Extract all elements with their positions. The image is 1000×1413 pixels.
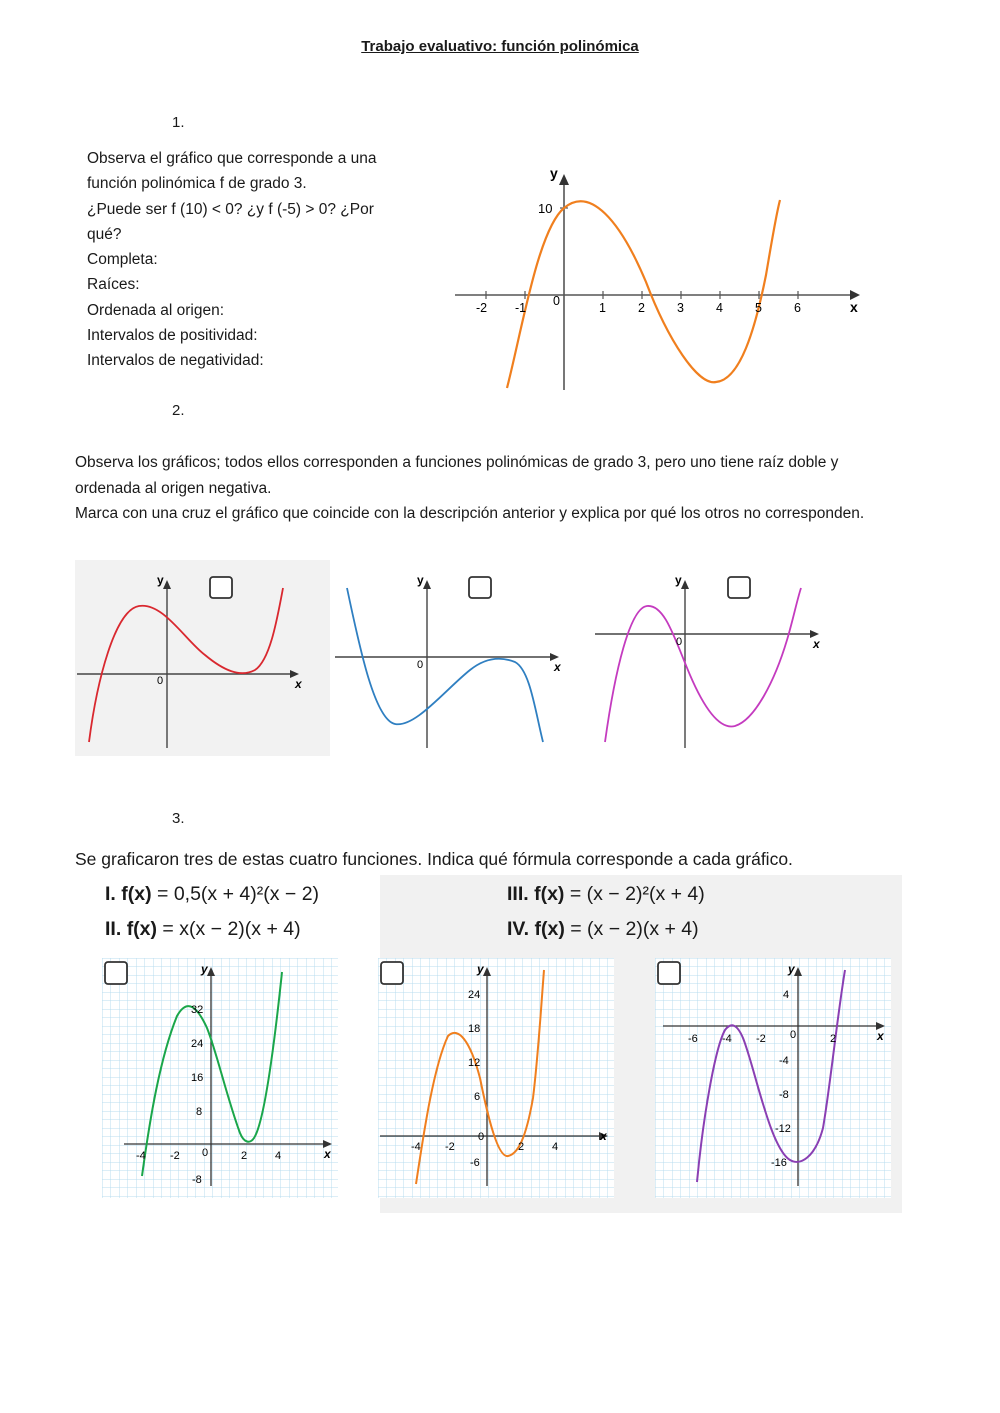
q3-c-ytick: 4 [783,989,790,1001]
formula-IV-rhs: = (x − 2)(x + 4) [564,918,699,940]
q3-b-xtick: 0 [478,1131,485,1143]
svg-text:y: y [788,962,795,976]
formula-III [507,883,705,906]
page-title: Trabajo evaluativo: función polinómica [361,38,639,55]
q2-c-origin: 0 [676,636,683,648]
q3-graph-green [102,958,338,1198]
question-3-number: 3. [172,810,185,827]
formula-II-number: II. [105,918,122,940]
q2-graphs [75,560,835,758]
formula-IV-lhs: f(x) [534,918,565,940]
q3-a-ytick: -8 [192,1174,202,1186]
q3-b-xtick: -2 [445,1141,455,1153]
q2-graph-blue [335,573,562,748]
q1-xlabel: x [850,299,858,315]
formula-II-lhs: f(x) [126,918,158,940]
q1-xtick: 4 [716,301,723,315]
svg-text:x: x [600,1129,607,1143]
q3-b-xtick: 4 [552,1141,559,1153]
q1-line: ¿Puede ser f (10) < 0? ¿y f (-5) > 0? ¿Por [87,200,374,218]
formula-I-lhs: f(x) [121,883,152,905]
q1-xtick: -1 [515,301,527,315]
q1-cubic-graph [450,160,870,395]
q2-graph-magenta [595,573,821,748]
q3-graph-orange [378,958,614,1198]
q3-b-ytick: 18 [468,1023,481,1035]
q3-c-xtick: -2 [756,1033,766,1045]
q1-curve [507,200,780,388]
formula-III-rhs: = (x − 2)²(x + 4) [564,883,705,905]
q3-b-ytick: 24 [468,989,481,1001]
q1-ylabel: y [550,165,558,181]
q3-c-ytick: -12 [775,1123,791,1135]
q1-line: Intervalos de negatividad: [87,352,264,370]
q3-a-xtick: -4 [136,1150,146,1162]
q2-c-xlabel: x [813,637,820,651]
q1-line: Completa: [87,251,158,269]
q3-c-xtick: 2 [830,1033,837,1045]
q3-c-ytick: -4 [779,1055,789,1067]
q3-a-ytick: 24 [191,1038,204,1050]
q1-xtick: 1 [599,301,606,315]
formula-III-lhs: f(x) [534,883,565,905]
q1-line: Raíces: [87,276,140,294]
formula-IV [507,918,699,941]
q3-checkbox-orange[interactable] [381,962,403,984]
q3-b-xtick: -4 [411,1141,421,1153]
q1-line: Ordenada al origen: [87,301,225,319]
q1-line: función polinómica f de grado 3. [87,175,307,193]
formula-I [105,883,319,906]
q1-xtick: 6 [794,301,801,315]
q1-ytick-10: 10 [538,201,553,216]
formula-II [105,918,301,941]
q1-xtick: 0 [553,294,560,308]
q3-b-ytick: 12 [468,1057,481,1069]
q3-c-xtick: -6 [688,1033,698,1045]
svg-text:x: x [324,1147,331,1161]
q2-b-ylabel: y [417,573,424,587]
formula-I-number: I. [105,883,116,905]
question-2-number: 2. [172,402,185,419]
q2-b-origin: 0 [417,659,424,671]
q1-xtick: 3 [677,301,684,315]
q3-a-ytick: 8 [196,1106,203,1118]
formula-I-rhs: = 0,5(x + 4)²(x − 2) [151,883,320,905]
q3-graph-purple [655,958,891,1198]
q3-c-ytick: -16 [771,1157,787,1169]
q3-a-xtick: 4 [275,1150,282,1162]
q3-c-xtick: -4 [722,1033,732,1045]
svg-text:y: y [201,962,208,976]
q3-a-ytick: 16 [191,1072,204,1084]
q1-line: Observa el gráfico que corresponde a una [87,150,377,167]
q2-a-ylabel: y [157,573,164,587]
q2-c-ylabel: y [675,573,682,587]
svg-text:x: x [877,1029,884,1043]
question-2-text-1: Observa los gráficos; todos ellos corresponden a funciones polinómicas de grado 3, pero uno tiene raíz doble y ordenada al origen negativa. [75,454,839,497]
formula-II-rhs: = x(x − 2)(x + 4) [157,918,301,940]
formula-III-number: III. [507,883,529,905]
q1-xtick: -2 [476,301,488,315]
q3-a-xtick: -2 [170,1150,180,1162]
q2-a-xlabel: x [295,677,302,691]
q3-c-ytick: -8 [779,1089,789,1101]
formula-IV-number: IV. [507,918,530,940]
question-2-text-2: Marca con una cruz el gráfico que coincide con la descripción anterior y explica por qué los otros no corresponden. [75,505,865,522]
q3-a-xtick: 0 [202,1147,209,1159]
q3-b-ytick: -6 [470,1157,480,1169]
q2-checkbox-blue[interactable] [469,577,491,598]
question-1-text [87,146,437,374]
q1-xtick: 5 [755,301,762,315]
q3-c-xtick: 0 [790,1029,797,1041]
q1-xtick: 2 [638,301,645,315]
q3-b-xtick: 2 [518,1141,525,1153]
q3-checkbox-purple[interactable] [658,962,680,984]
q2-checkbox-red[interactable] [210,577,232,598]
q2-b-xlabel: x [554,660,561,674]
question-1-number: 1. [172,114,185,131]
q3-a-xtick: 2 [241,1150,248,1162]
q3-a-ytick: 32 [191,1004,204,1016]
q1-line: qué? [87,225,122,243]
q3-checkbox-green[interactable] [105,962,127,984]
question-3-text: Se graficaron tres de estas cuatro funciones. Indica qué fórmula corresponde a cada gráfico. [75,849,793,869]
svg-text:y: y [477,962,484,976]
q2-a-origin: 0 [157,675,164,687]
q1-line: Intervalos de positividad: [87,327,258,345]
q3-b-ytick: 6 [474,1091,481,1103]
q2-checkbox-magenta[interactable] [728,577,750,598]
